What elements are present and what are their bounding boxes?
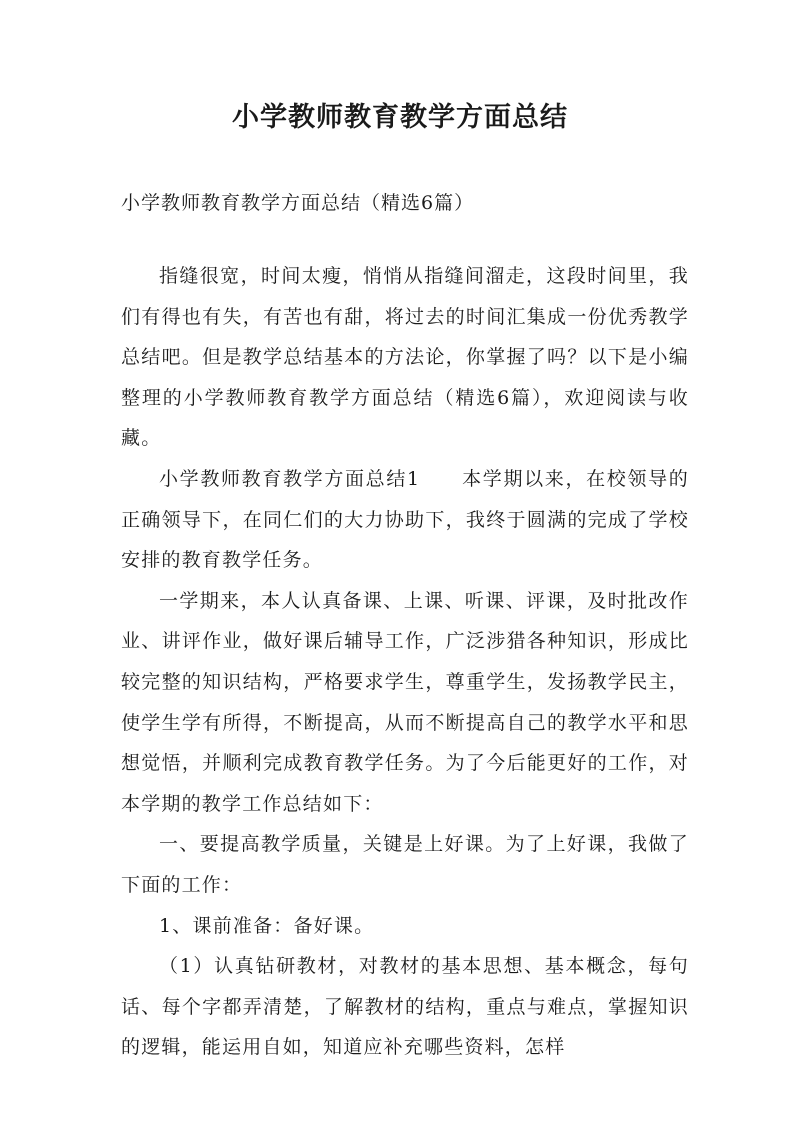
paragraph-point-one: 一、要提高教学质量，关键是上好课。为了上好课，我做了下面的工作： [121,833,689,896]
document-subtitle: 小学教师教育教学方面总结（精选6篇） [121,192,475,214]
paragraph-semester-review: 一学期来，本人认真备课、上课、听课、评课，及时批改作业、讲评作业，做好课后辅导工作，广泛涉猎各种知识，形成比较完整的知识结构，严格要求学生，尊重学生，发扬教学民主，使学生学有所得，不断提高，从而不断提高自己的教学水平和思想觉悟，并顺利完成教育教学任务。为了今后能更好的工作，对本学期的教学工作总结如下： [121,589,689,815]
document-body [121,256,689,1068]
paragraph-section-1: 小学教师教育教学方面总结1 本学期以来，在校领导的正确领导下，在同仁们的大力协助下，我终于圆满的完成了学校安排的教育教学任务。 [121,467,689,572]
document-title: 小学教师教育教学方面总结 [232,102,568,133]
paragraph-intro: 指缝很宽，时间太瘦，悄悄从指缝间溜走，这段时间里，我们有得也有失，有苦也有甜，将过去的时间汇集成一份优秀教学总结吧。但是教学总结基本的方法论，你掌握了吗？以下是小编整理的小学教师教育教学方面总结（精选6篇），欢迎阅读与收藏。 [121,265,689,450]
paragraph-lesson-prep: 1、课前准备：备好课。 [159,914,375,937]
paragraph-study-textbook: （1）认真钻研教材，对教材的基本思想、基本概念，每句话、每个字都弄清楚，了解教材的结构，重点与难点，掌握知识的逻辑，能运用自如，知道应补充哪些资料，怎样 [121,955,689,1059]
